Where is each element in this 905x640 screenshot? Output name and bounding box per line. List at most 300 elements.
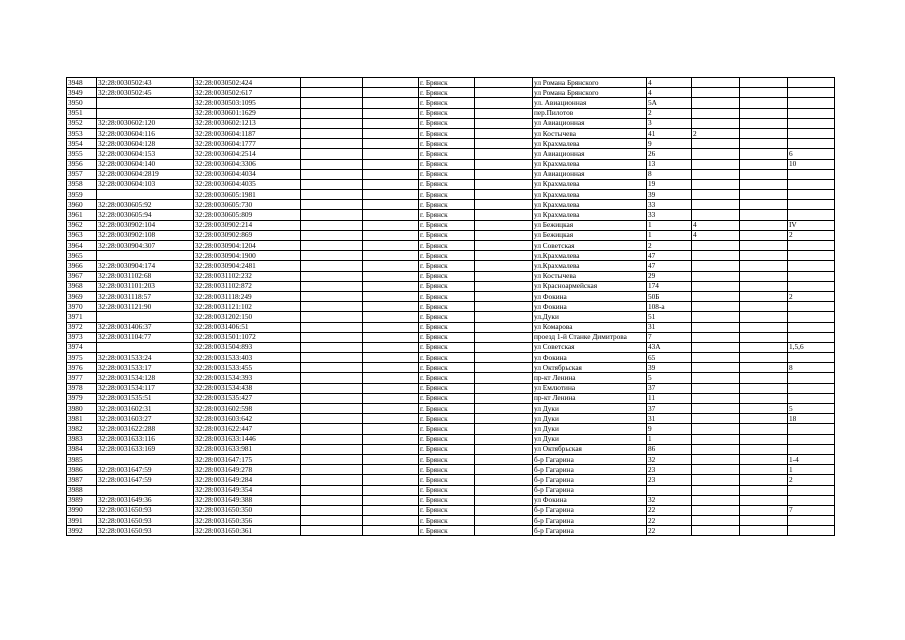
cell-empty-col-a [301, 475, 363, 485]
cell-empty-col-a [301, 373, 363, 383]
cell-row-number: 3973 [67, 332, 97, 342]
cell-cadastral-number-building: 32:28:0031102:232 [194, 271, 301, 281]
cell-city: г. Брянск [419, 118, 475, 128]
cell-cadastral-number-parcel: 32:28:0031534:128 [97, 373, 194, 383]
cell-cadastral-number-building: 32:28:0031650:350 [194, 505, 301, 515]
cell-street: б-р Гагарина [533, 475, 647, 485]
cell-empty-col-b [363, 230, 419, 240]
cell-apartment: 1-4 [788, 454, 835, 464]
cell-building [692, 444, 740, 454]
cell-city: г. Брянск [419, 159, 475, 169]
cell-street: пр-кт Ленина [533, 393, 647, 403]
cell-city: г. Брянск [419, 383, 475, 393]
cell-house-number: 33 [647, 210, 692, 220]
cell-city: г. Брянск [419, 281, 475, 291]
cell-row-number: 3963 [67, 230, 97, 240]
cell-row-number: 3983 [67, 434, 97, 444]
cell-street: ул Крахмалева [533, 200, 647, 210]
cell-apartment [788, 526, 835, 536]
cell-house-number: 9 [647, 139, 692, 149]
cell-empty-col-c [475, 475, 533, 485]
cell-house-number: 9 [647, 424, 692, 434]
cell-city: г. Брянск [419, 190, 475, 200]
cell-empty-col-b [363, 302, 419, 312]
cell-cadastral-number-building: 32:28:0030601:1629 [194, 108, 301, 118]
cell-building [692, 505, 740, 515]
cell-empty-col-a [301, 220, 363, 230]
cell-row-number: 3984 [67, 444, 97, 454]
cell-row-number: 3962 [67, 220, 97, 230]
cell-empty-col-a [301, 424, 363, 434]
cell-empty-col-a [301, 485, 363, 495]
table-row [67, 505, 835, 515]
cell-cadastral-number-building: 32:28:0030503:1095 [194, 98, 301, 108]
cell-empty-col-c [475, 424, 533, 434]
cell-cadastral-number-building: 32:28:0031533:403 [194, 353, 301, 363]
cell-letter [740, 200, 788, 210]
cell-house-number: 108-а [647, 302, 692, 312]
cell-empty-col-c [475, 210, 533, 220]
cell-street: ул Крахмалева [533, 159, 647, 169]
cell-building [692, 404, 740, 414]
cell-apartment: 2 [788, 230, 835, 240]
table-row [67, 342, 835, 352]
cell-cadastral-number-parcel: 32:28:0030605:94 [97, 210, 194, 220]
cell-city: г. Брянск [419, 230, 475, 240]
cell-empty-col-a [301, 516, 363, 526]
cell-house-number: 47 [647, 251, 692, 261]
cell-empty-col-b [363, 291, 419, 301]
cell-house-number: 1 [647, 220, 692, 230]
cell-apartment [788, 383, 835, 393]
cell-letter [740, 241, 788, 251]
cell-empty-col-c [475, 98, 533, 108]
cell-empty-col-b [363, 485, 419, 495]
cell-cadastral-number-parcel: 32:28:0031633:169 [97, 444, 194, 454]
cell-apartment [788, 118, 835, 128]
cell-city: г. Брянск [419, 505, 475, 515]
cell-row-number: 3958 [67, 179, 97, 189]
table-row [67, 393, 835, 403]
cell-city: г. Брянск [419, 465, 475, 475]
cell-apartment [788, 281, 835, 291]
cell-house-number: 32 [647, 495, 692, 505]
cell-empty-col-b [363, 312, 419, 322]
cell-building [692, 363, 740, 373]
cell-house-number: 4 [647, 88, 692, 98]
cell-apartment: 2 [788, 475, 835, 485]
cell-cadastral-number-parcel: 32:28:0031650:93 [97, 526, 194, 536]
cell-empty-col-b [363, 363, 419, 373]
cell-apartment [788, 139, 835, 149]
cell-house-number: 22 [647, 505, 692, 515]
cell-building [692, 322, 740, 332]
cell-building [692, 342, 740, 352]
cell-empty-col-b [363, 434, 419, 444]
cell-house-number: 33 [647, 200, 692, 210]
cell-house-number: 23 [647, 465, 692, 475]
cell-apartment: 1,5,6 [788, 342, 835, 352]
cell-street: ул Советская [533, 241, 647, 251]
cell-street: ул Фокина [533, 291, 647, 301]
cell-row-number: 3949 [67, 88, 97, 98]
cell-apartment [788, 241, 835, 251]
cell-building [692, 291, 740, 301]
cell-empty-col-a [301, 434, 363, 444]
cell-building [692, 465, 740, 475]
cell-cadastral-number-building: 32:28:0031633:1446 [194, 434, 301, 444]
cell-building [692, 424, 740, 434]
cell-city: г. Брянск [419, 200, 475, 210]
cell-letter [740, 363, 788, 373]
cell-letter [740, 485, 788, 495]
cell-empty-col-a [301, 526, 363, 536]
cell-letter [740, 149, 788, 159]
table-row [67, 281, 835, 291]
cell-letter [740, 516, 788, 526]
cell-house-number: 8 [647, 169, 692, 179]
cell-house-number: 22 [647, 516, 692, 526]
cell-empty-col-b [363, 88, 419, 98]
cell-apartment [788, 200, 835, 210]
cell-street: пер.Пилотов [533, 108, 647, 118]
cell-apartment: 1 [788, 465, 835, 475]
cell-empty-col-b [363, 475, 419, 485]
cell-cadastral-number-building: 32:28:0030502:424 [194, 78, 301, 88]
cell-apartment [788, 434, 835, 444]
cell-letter [740, 108, 788, 118]
cell-empty-col-c [475, 383, 533, 393]
table-row [67, 139, 835, 149]
cell-row-number: 3953 [67, 128, 97, 138]
cell-city: г. Брянск [419, 332, 475, 342]
cell-street: ул Дуки [533, 404, 647, 414]
cell-building [692, 149, 740, 159]
cell-letter [740, 281, 788, 291]
cell-house-number: 4 [647, 78, 692, 88]
cell-row-number: 3959 [67, 190, 97, 200]
cell-apartment [788, 322, 835, 332]
cell-building [692, 495, 740, 505]
cell-city: г. Брянск [419, 78, 475, 88]
cell-row-number: 3967 [67, 271, 97, 281]
cell-row-number: 3960 [67, 200, 97, 210]
cell-empty-col-c [475, 404, 533, 414]
cell-empty-col-c [475, 200, 533, 210]
cell-row-number: 3987 [67, 475, 97, 485]
cell-street: ул Романа Брянского [533, 88, 647, 98]
cell-apartment [788, 302, 835, 312]
cell-street: пр-кт Ленина [533, 373, 647, 383]
cell-empty-col-b [363, 190, 419, 200]
cell-building [692, 434, 740, 444]
cell-house-number: 43А [647, 342, 692, 352]
cell-city: г. Брянск [419, 98, 475, 108]
cell-letter [740, 312, 788, 322]
cadastral-table [66, 77, 835, 536]
cell-cadastral-number-building: 32:28:0031118:249 [194, 291, 301, 301]
cell-cadastral-number-parcel: 32:28:0030904:307 [97, 241, 194, 251]
cell-cadastral-number-parcel [97, 454, 194, 464]
cell-apartment [788, 424, 835, 434]
cell-empty-col-c [475, 118, 533, 128]
cell-apartment [788, 312, 835, 322]
cell-city: г. Брянск [419, 128, 475, 138]
cell-letter [740, 434, 788, 444]
cell-empty-col-a [301, 454, 363, 464]
cell-cadastral-number-parcel: 32:28:0030604:103 [97, 179, 194, 189]
cell-empty-col-a [301, 159, 363, 169]
cell-street: ул Красноармейская [533, 281, 647, 291]
cell-cadastral-number-building: 32:28:0031121:102 [194, 302, 301, 312]
cell-cadastral-number-building: 32:28:0031649:388 [194, 495, 301, 505]
cell-letter [740, 383, 788, 393]
cell-city: г. Брянск [419, 139, 475, 149]
cell-house-number: 2 [647, 108, 692, 118]
cell-apartment: 18 [788, 414, 835, 424]
cell-empty-col-b [363, 342, 419, 352]
cell-apartment [788, 261, 835, 271]
cell-apartment [788, 251, 835, 261]
cell-empty-col-a [301, 190, 363, 200]
cell-cadastral-number-parcel [97, 98, 194, 108]
cell-row-number: 3986 [67, 465, 97, 475]
table-row [67, 312, 835, 322]
cell-street: ул Бежицкая [533, 230, 647, 240]
cell-letter [740, 251, 788, 261]
cell-row-number: 3978 [67, 383, 97, 393]
cell-street: б-р Гагарина [533, 485, 647, 495]
cell-house-number: 1 [647, 230, 692, 240]
cell-empty-col-b [363, 179, 419, 189]
cell-empty-col-b [363, 383, 419, 393]
cell-building [692, 78, 740, 88]
cell-row-number: 3964 [67, 241, 97, 251]
cell-letter [740, 322, 788, 332]
cell-letter [740, 261, 788, 271]
cell-cadastral-number-building: 32:28:0031622:447 [194, 424, 301, 434]
cell-row-number: 3954 [67, 139, 97, 149]
cell-letter [740, 88, 788, 98]
cell-letter [740, 78, 788, 88]
cell-letter [740, 414, 788, 424]
cell-cadastral-number-building: 32:28:0030604:2514 [194, 149, 301, 159]
table-row [67, 88, 835, 98]
cell-empty-col-a [301, 179, 363, 189]
cell-letter [740, 159, 788, 169]
cell-empty-col-c [475, 393, 533, 403]
table-row [67, 465, 835, 475]
cell-empty-col-c [475, 302, 533, 312]
cell-city: г. Брянск [419, 373, 475, 383]
cell-cadastral-number-parcel: 32:28:0031534:117 [97, 383, 194, 393]
table-row [67, 241, 835, 251]
cell-apartment [788, 444, 835, 454]
cell-empty-col-c [475, 444, 533, 454]
cell-cadastral-number-building: 32:28:0031202:150 [194, 312, 301, 322]
cell-row-number: 3948 [67, 78, 97, 88]
cell-street: б-р Гагарина [533, 526, 647, 536]
cell-cadastral-number-parcel: 32:28:0031647:59 [97, 475, 194, 485]
cell-row-number: 3955 [67, 149, 97, 159]
cell-cadastral-number-building: 32:28:0030904:2481 [194, 261, 301, 271]
cell-row-number: 3951 [67, 108, 97, 118]
cell-empty-col-b [363, 149, 419, 159]
cell-empty-col-a [301, 302, 363, 312]
cell-cadastral-number-building: 32:28:0030602:1213 [194, 118, 301, 128]
cell-building [692, 332, 740, 342]
cell-empty-col-c [475, 169, 533, 179]
cell-letter [740, 495, 788, 505]
table-row [67, 414, 835, 424]
cell-cadastral-number-parcel: 32:28:0030902:108 [97, 230, 194, 240]
cell-cadastral-number-parcel: 32:28:0031102:68 [97, 271, 194, 281]
table-row [67, 200, 835, 210]
cell-empty-col-b [363, 108, 419, 118]
cell-row-number: 3961 [67, 210, 97, 220]
cell-empty-col-c [475, 505, 533, 515]
cell-cadastral-number-parcel: 32:28:0031121:90 [97, 302, 194, 312]
cell-building [692, 475, 740, 485]
cell-street: ул Костычева [533, 271, 647, 281]
cell-cadastral-number-building: 32:28:0030605:1981 [194, 190, 301, 200]
cell-cadastral-number-parcel: 32:28:0030904:174 [97, 261, 194, 271]
cell-cadastral-number-building: 32:28:0031650:361 [194, 526, 301, 536]
cell-cadastral-number-parcel [97, 108, 194, 118]
cell-building [692, 159, 740, 169]
cell-house-number: 7 [647, 332, 692, 342]
table-row [67, 149, 835, 159]
cell-letter [740, 220, 788, 230]
cell-cadastral-number-parcel: 32:28:0031622:288 [97, 424, 194, 434]
table-row [67, 98, 835, 108]
cell-street: ул Авиационная [533, 118, 647, 128]
cell-city: г. Брянск [419, 210, 475, 220]
cell-apartment [788, 373, 835, 383]
cell-row-number: 3970 [67, 302, 97, 312]
cell-cadastral-number-parcel: 32:28:0031650:93 [97, 516, 194, 526]
table-row [67, 383, 835, 393]
cell-street: ул Комарова [533, 322, 647, 332]
cell-house-number: 50Б [647, 291, 692, 301]
cell-empty-col-b [363, 118, 419, 128]
cell-empty-col-a [301, 98, 363, 108]
cell-cadastral-number-parcel [97, 251, 194, 261]
table-row [67, 169, 835, 179]
cell-row-number: 3975 [67, 353, 97, 363]
cell-empty-col-a [301, 363, 363, 373]
cell-city: г. Брянск [419, 393, 475, 403]
cell-empty-col-a [301, 393, 363, 403]
table-row [67, 475, 835, 485]
cell-cadastral-number-parcel: 32:28:0031650:93 [97, 505, 194, 515]
cell-street: ул Фокина [533, 302, 647, 312]
cell-empty-col-c [475, 88, 533, 98]
cell-empty-col-c [475, 516, 533, 526]
cell-city: г. Брянск [419, 526, 475, 536]
cell-letter [740, 332, 788, 342]
cell-cadastral-number-building: 32:28:0030904:1204 [194, 241, 301, 251]
cell-empty-col-c [475, 342, 533, 352]
cell-row-number: 3992 [67, 526, 97, 536]
cell-letter [740, 404, 788, 414]
table-row [67, 220, 835, 230]
cell-empty-col-b [363, 139, 419, 149]
cell-letter [740, 98, 788, 108]
cell-cadastral-number-building: 32:28:0030604:1777 [194, 139, 301, 149]
cell-row-number: 3956 [67, 159, 97, 169]
cell-building [692, 353, 740, 363]
cell-house-number [647, 485, 692, 495]
cell-empty-col-a [301, 118, 363, 128]
cell-empty-col-b [363, 424, 419, 434]
cell-row-number: 3971 [67, 312, 97, 322]
cell-empty-col-c [475, 485, 533, 495]
cell-building [692, 485, 740, 495]
cell-empty-col-c [475, 332, 533, 342]
cell-cadastral-number-building: 32:28:0031533:455 [194, 363, 301, 373]
cell-empty-col-a [301, 312, 363, 322]
cell-city: г. Брянск [419, 353, 475, 363]
cell-cadastral-number-building: 32:28:0030604:3306 [194, 159, 301, 169]
cell-empty-col-b [363, 271, 419, 281]
cell-empty-col-b [363, 210, 419, 220]
cell-apartment [788, 393, 835, 403]
cell-row-number: 3974 [67, 342, 97, 352]
cell-street: ул Фокина [533, 495, 647, 505]
cell-empty-col-a [301, 78, 363, 88]
cell-letter [740, 169, 788, 179]
cell-empty-col-a [301, 88, 363, 98]
cell-house-number: 5 [647, 373, 692, 383]
cell-letter [740, 210, 788, 220]
table-row [67, 271, 835, 281]
cell-letter [740, 190, 788, 200]
table-row [67, 179, 835, 189]
cell-empty-col-b [363, 516, 419, 526]
cell-cadastral-number-building: 32:28:0030902:214 [194, 220, 301, 230]
cell-street: ул Крахмалева [533, 190, 647, 200]
cell-street: ул Емлютина [533, 383, 647, 393]
cell-empty-col-b [363, 495, 419, 505]
cell-apartment: 7 [788, 505, 835, 515]
table-row [67, 516, 835, 526]
cell-cadastral-number-parcel: 32:28:0031602:31 [97, 404, 194, 414]
table-row [67, 434, 835, 444]
cell-city: г. Брянск [419, 434, 475, 444]
cell-street: ул Костычева [533, 128, 647, 138]
cell-house-number: 22 [647, 526, 692, 536]
cell-empty-col-a [301, 332, 363, 342]
cell-city: г. Брянск [419, 220, 475, 230]
cell-cadastral-number-parcel: 32:28:0030602:120 [97, 118, 194, 128]
cell-empty-col-a [301, 230, 363, 240]
cell-empty-col-b [363, 322, 419, 332]
cell-house-number: 31 [647, 322, 692, 332]
cell-empty-col-c [475, 251, 533, 261]
cell-city: г. Брянск [419, 342, 475, 352]
cell-letter [740, 353, 788, 363]
cell-empty-col-b [363, 128, 419, 138]
table-row [67, 128, 835, 138]
cell-street: ул Авиационная [533, 149, 647, 159]
table-row [67, 210, 835, 220]
cell-city: г. Брянск [419, 302, 475, 312]
cell-city: г. Брянск [419, 88, 475, 98]
cell-cadastral-number-parcel [97, 312, 194, 322]
cell-cadastral-number-parcel: 32:28:0030604:128 [97, 139, 194, 149]
cell-apartment [788, 485, 835, 495]
